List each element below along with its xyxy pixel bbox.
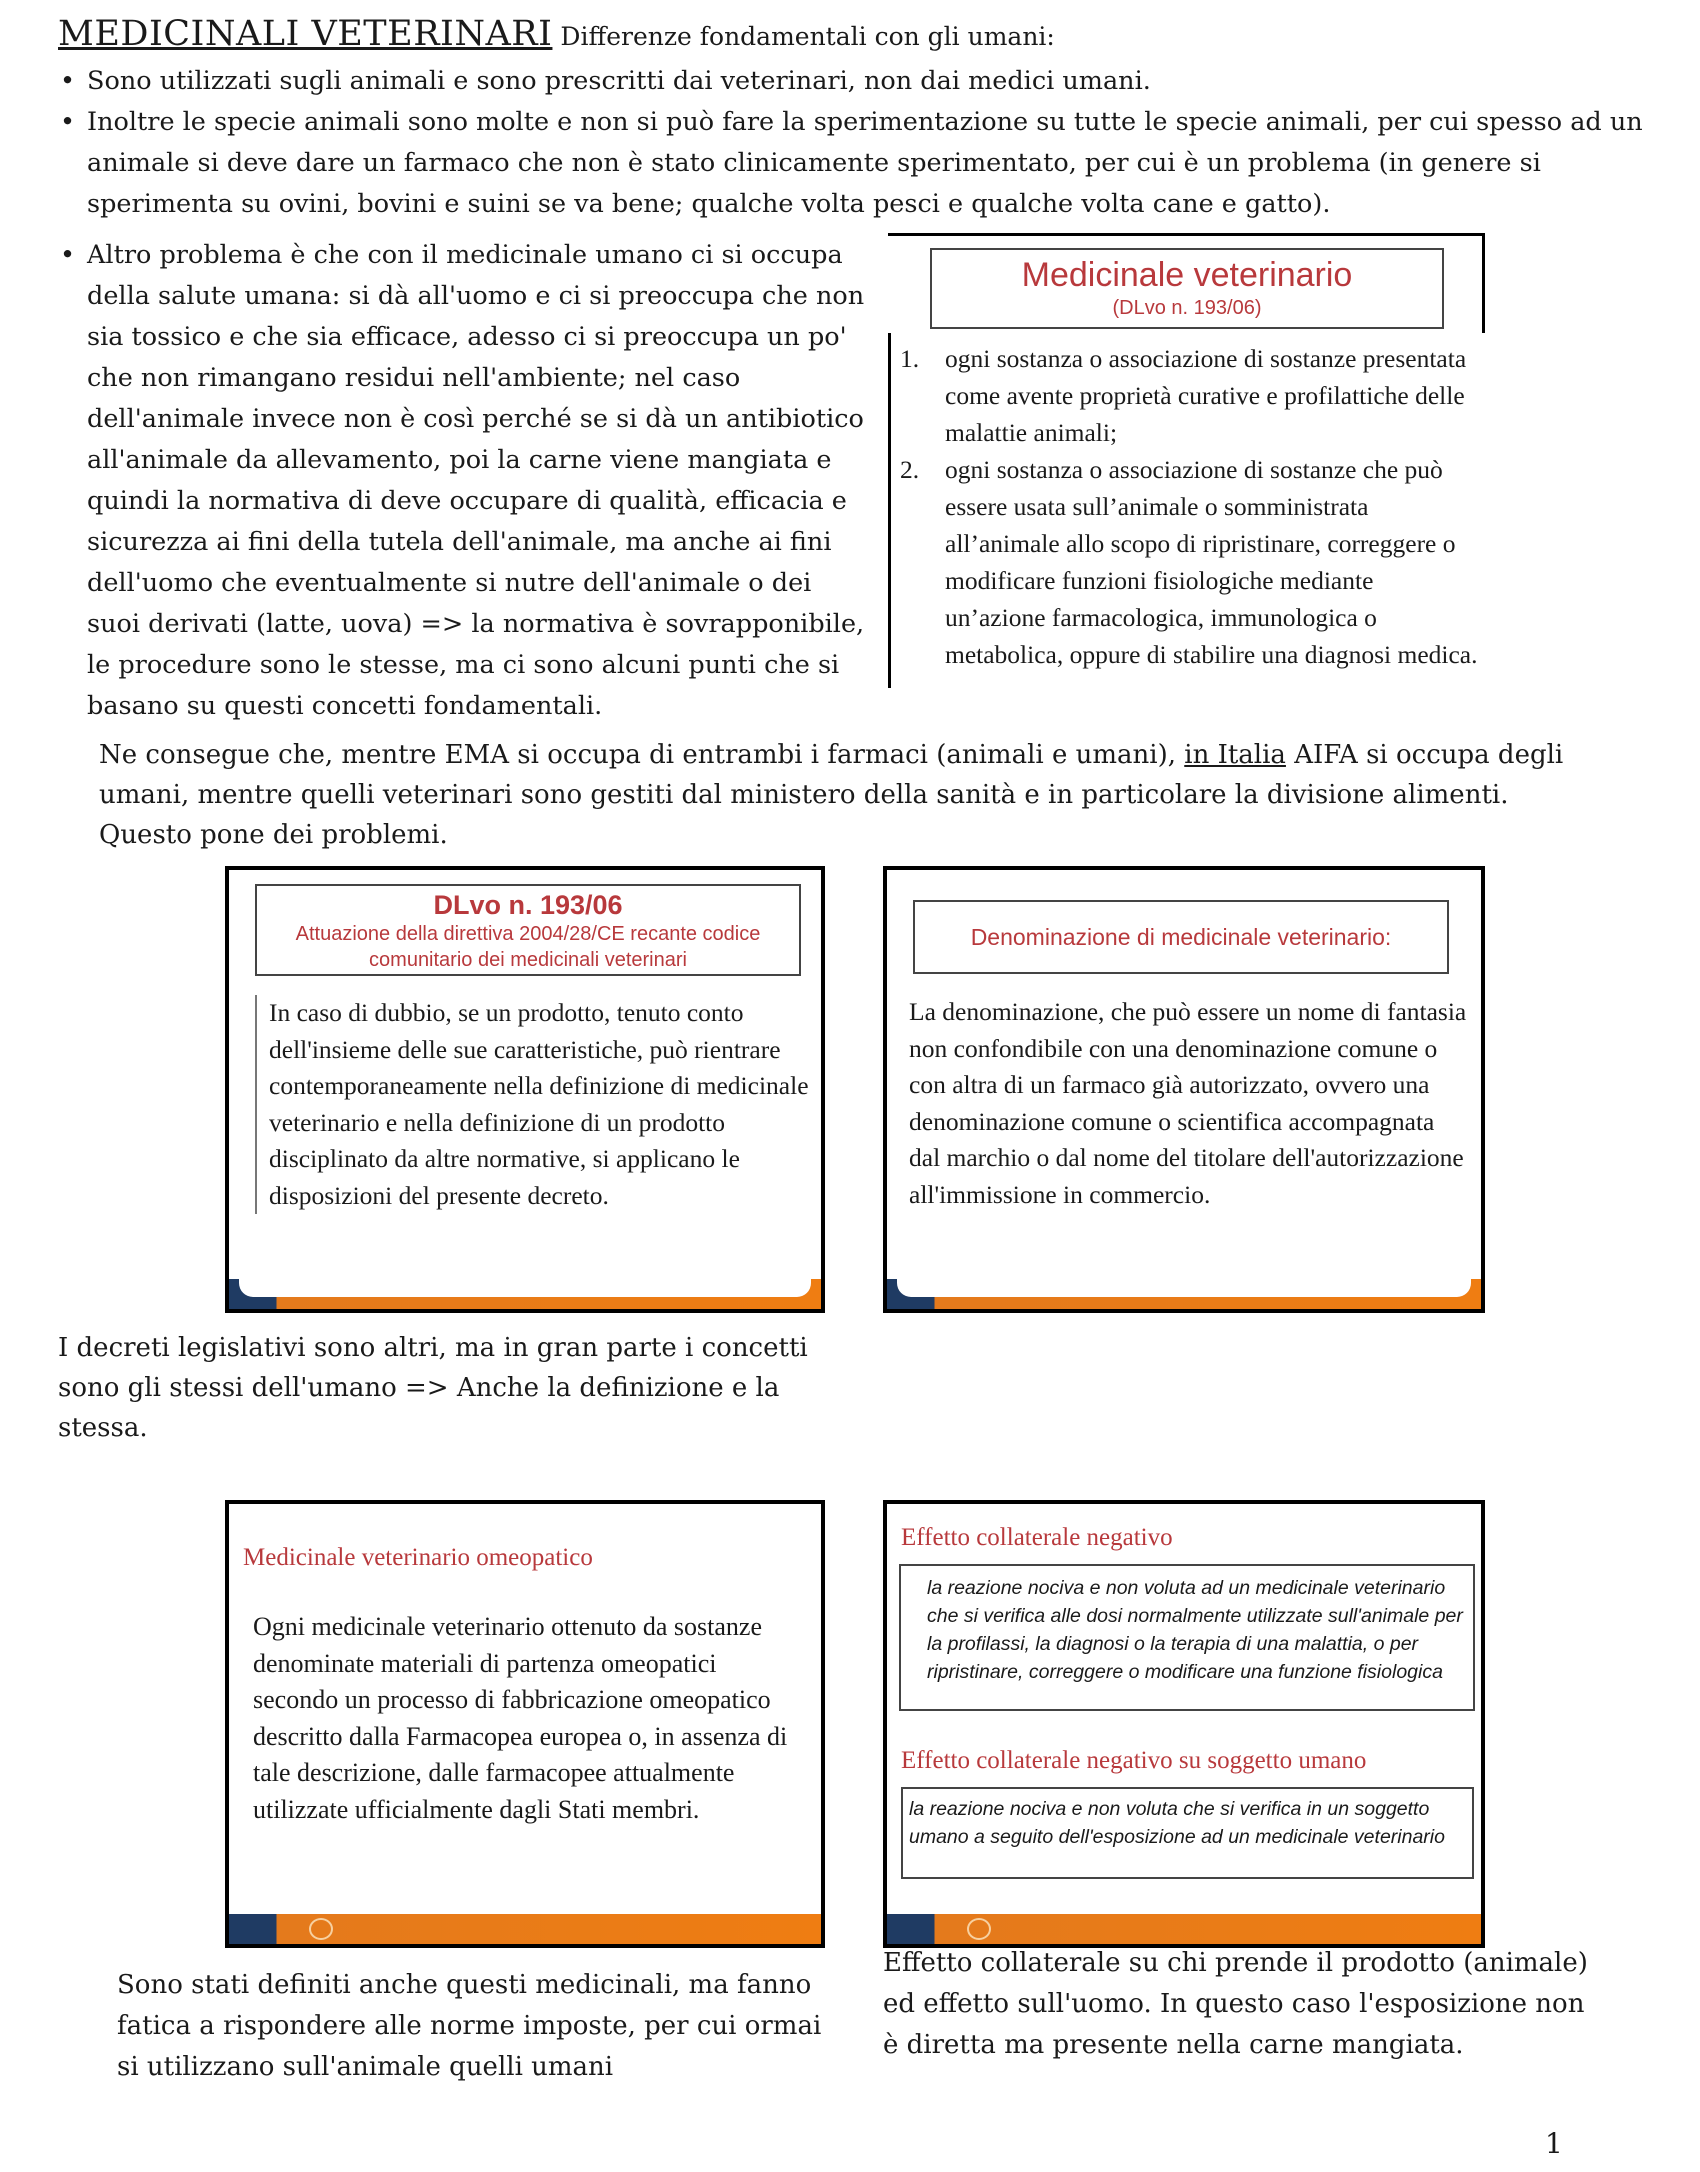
slide-title: Denominazione di medicinale veterinario:	[970, 924, 1392, 950]
slide-denominazione	[883, 866, 1485, 1313]
page-header	[58, 14, 1055, 54]
slide-title-box	[255, 884, 801, 976]
university-logo-icon	[309, 1918, 333, 1940]
box-border	[1482, 233, 1485, 333]
slide-effetto-collaterale	[883, 1500, 1485, 1948]
definition-list	[900, 340, 1480, 673]
bullet-list-left	[58, 235, 868, 727]
item-text: ogni sostanza o associazione di sostanze presentata come avente proprietà curative e profilattiche delle malattie animali;	[945, 344, 1467, 447]
definition-title-box	[930, 248, 1444, 329]
definition-item	[900, 451, 1480, 673]
slide-title: Effetto collaterale negativo su soggetto umano	[901, 1747, 1367, 1774]
slide-title: Effetto collaterale negativo	[901, 1524, 1173, 1551]
slide-title: Medicinale veterinario omeopatico	[243, 1544, 593, 1571]
university-logo-icon	[967, 1918, 991, 1940]
box-border	[888, 333, 891, 688]
page-number: 1	[1545, 2127, 1563, 2160]
definition-text: la reazione nociva e non voluta che si verifica in un soggetto umano a seguito dell'esposizione ad un medicinale veterinario	[909, 1798, 1445, 1848]
definition-title: Medicinale veterinario	[1021, 256, 1353, 294]
page-title: MEDICINALI VETERINARI	[58, 14, 553, 54]
bullet-item: • Inoltre le specie animali sono molte e non si può fare la sperimentazione su tutte le specie animali, per cui spesso ad un animale si deve dare un farmaco che non è stato clinicamente sperimentato, per cui è un problema (in genere si sperimenta su ovini, bovini e suini se va bene; qualche volta pesci e qualche volta cane e gatto).	[58, 102, 1658, 225]
paragraph-text: AIFA si occupa degli umani, mentre quelli veterinari sono gestiti dal ministero della sanità e in particolare la divisione alimenti. Questo pone dei problemi.	[99, 740, 1564, 850]
box-border	[888, 233, 1485, 236]
item-number: 2.	[900, 455, 920, 484]
slide-dlvo	[225, 866, 825, 1313]
slide-title: DLvo n. 193/06	[433, 890, 623, 920]
bullet-item: • Altro problema è che con il medicinale umano ci si occupa della salute umana: si dà all'uomo e ci si preoccupa che non sia tossico e che sia efficace, adesso ci si preoccupa un po' che non rimangano residui nell'ambiente; nel caso dell'animale invece non è così perché se si dà un antibiotico all'animale da allevamento, poi la carne viene mangiata e quindi la normativa di deve occupare di qualità, efficacia e sicurezza ai fini della tutela dell'animale, ma anche ai fini dell'uomo che eventualmente si nutre dell'animale o dei suoi derivati (latte, uova) => la normativa è sovrapponibile, le procedure sono le stesse, ma ci sono alcuni punti che si basano su questi concetti fondamentali.	[58, 235, 868, 727]
definition-subtitle: (DLvo n. 193/06)	[1112, 297, 1262, 319]
slide-title-box	[913, 900, 1449, 974]
slide-body: La denominazione, che può essere un nome di fantasia non confondibile con una denominazione comune o con altra di un farmaco già autorizzato, ovvero una denominazione comune o scientifica accompagnata dal marchio o dal nome del titolare dell'autorizzazione all'immissione in commercio.	[909, 997, 1467, 1209]
definition-text: la reazione nociva e non voluta ad un medicinale veterinario che si verifica alle dosi normalmente utilizzate sull'animale per la profilassi, la diagnosi o la terapia di una malattia, o per ripristinare, correggere o modificare una funzione fisiologica	[927, 1577, 1463, 1683]
item-text: ogni sostanza o associazione di sostanze che può essere usata sull’animale o somministrata all’animale allo scopo di ripristinare, correggere o modificare funzioni fisiologiche mediante un’azione farmacologica, immunologica o metabolica, oppure di stabilire una diagnosi medica.	[945, 455, 1478, 669]
slide-subtitle: Attuazione della direttiva 2004/28/CE recante codice comunitario dei medicinali veterinari	[295, 923, 761, 971]
paragraph-text: Ne consegue che, mentre EMA si occupa di entrambi i farmaci (animali e umani),	[99, 740, 1185, 770]
page-subtitle: Differenze fondamentali con gli umani:	[560, 22, 1055, 51]
slide-body: In caso di dubbio, se un prodotto, tenuto conto dell'insieme delle sue caratteristiche, può rientrare contemporaneamente nella definizione di medicinale veterinario e nella definizione di un prodotto disciplinato da altre normative, si applicano le disposizioni del presente decreto.	[255, 995, 819, 1214]
definition-text-box	[899, 1564, 1475, 1711]
definition-box	[888, 233, 1485, 688]
slide-body: Ogni medicinale veterinario ottenuto da sostanze denominate materiali di partenza omeopatici secondo un processo di fabbricazione omeopatico descritto dalla Farmacopea europea o, in assenza di tale descrizione, dalle farmacopee attualmente utilizzate ufficialmente dagli Stati membri.	[253, 1612, 788, 1824]
bullet-list-top	[58, 61, 1658, 225]
bullet-item: • Sono utilizzati sugli animali e sono prescritti dai veterinari, non dai medici umani.	[58, 61, 1658, 102]
paragraph: Sono stati definiti anche questi medicinali, ma fanno fatica a rispondere alle norme imposte, per cui ormai si utilizzano sull'animale quelli umani	[117, 1970, 822, 2082]
paragraph: I decreti legislativi sono altri, ma in gran parte i concetti sono gli stessi dell'umano => Anche la definizione e la stessa.	[58, 1333, 808, 1443]
paragraph	[99, 735, 1599, 855]
paragraph: Effetto collaterale su chi prende il prodotto (animale) ed effetto sull'uomo. In questo caso l'esposizione non è diretta ma presente nella carne mangiata.	[883, 1948, 1588, 2060]
definition-text-box	[901, 1787, 1474, 1879]
definition-item	[900, 340, 1480, 451]
slide-omeopatico	[225, 1500, 825, 1948]
item-number: 1.	[900, 344, 920, 373]
underlined-text: in Italia	[1184, 740, 1286, 770]
